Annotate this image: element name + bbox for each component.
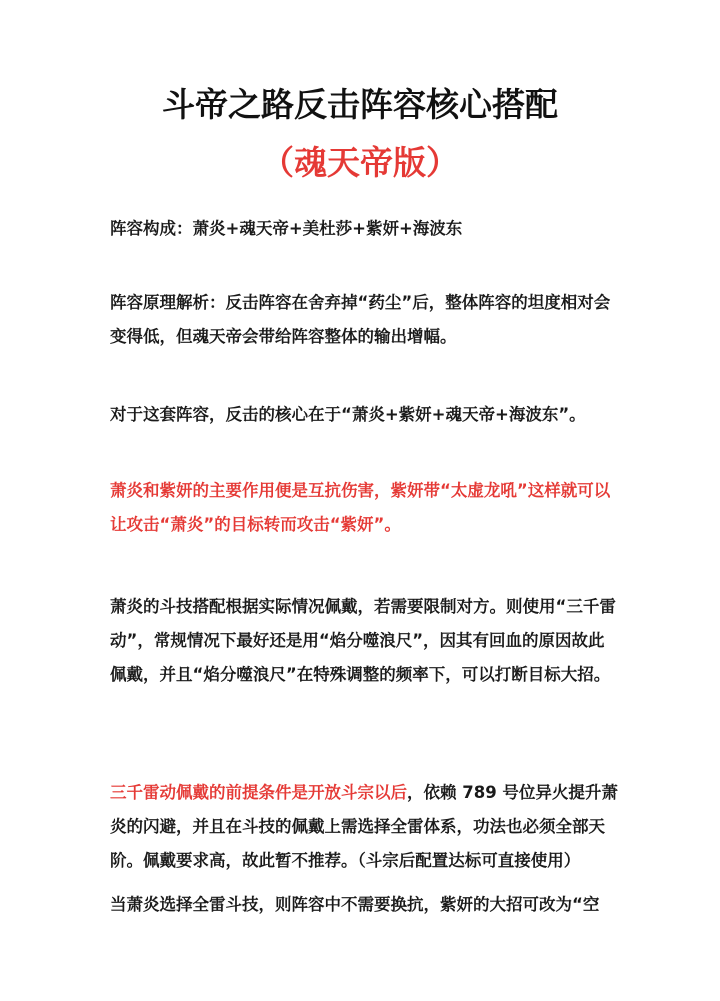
condition-rest-text: ，依赖 789 号位异火提升萧炎的闪避，并且在斗技的佩戴上需选择全雷体系，功法也必须全部天阶。佩戴要求高，故此暂不推荐。（斗宗后配置达标可直接使用） — [110, 783, 618, 870]
condition-red-text: 三千雷动佩戴的前提条件是开放斗宗以后 — [110, 783, 407, 802]
page-title: 斗帝之路反击阵容核心搭配 — [162, 85, 558, 124]
skills-paragraph: 萧炎的斗技搭配根据实际情况佩戴，若需要限制对方。则使用“三千雷动”，常规情况下最好还是用“焰分噬浪尺”，因其有回血的原因故此佩戴，并且“焰分噬浪尺”在特殊调整的频率下，可以打断目标大招。 — [110, 597, 616, 684]
last-paragraph: 当萧炎选择全雷斗技，则阵容中不需要换抗，紫妍的大招可改为“空 — [110, 895, 600, 914]
lineup-composition-paragraph: 阵容构成：萧炎+魂天帝+美杜莎+紫妍+海波东 — [110, 219, 463, 238]
counterattack-core-paragraph: 对于这套阵容，反击的核心在于“萧炎+紫妍+魂天帝+海波东”。 — [110, 405, 586, 424]
condition-paragraph — [110, 776, 620, 878]
page-subtitle: （魂天帝版） — [261, 143, 459, 182]
highlight-paragraph: 萧炎和紫妍的主要作用便是互抗伤害，紫妍带“太虚龙吼”这样就可以让攻击“萧炎”的目标转而攻击“紫妍”。 — [110, 481, 611, 534]
lineup-principle-paragraph: 阵容原理解析：反击阵容在舍弃掉“药尘”后，整体阵容的坦度相对会变得低，但魂天帝会带给阵容整体的输出增幅。 — [110, 293, 611, 346]
